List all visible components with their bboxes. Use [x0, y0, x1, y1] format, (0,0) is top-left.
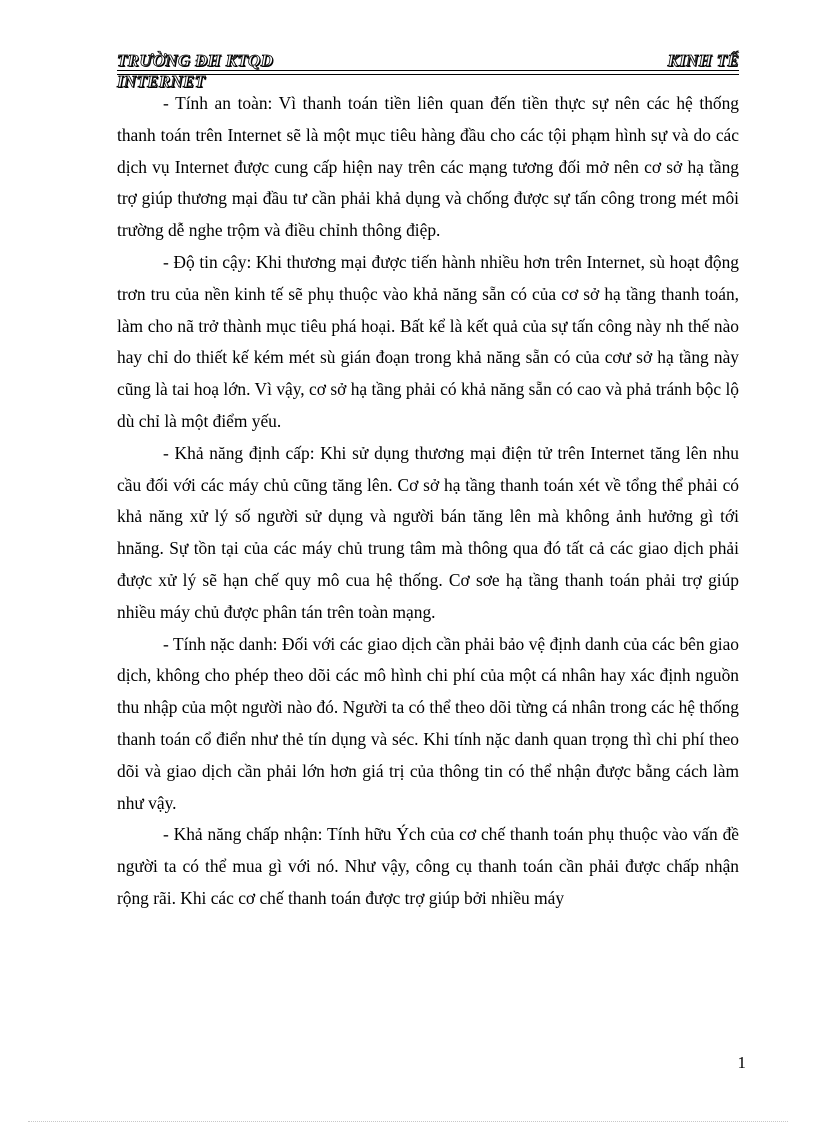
- header-subject: INTERNET: [117, 72, 206, 91]
- page-number: 1: [737, 1053, 746, 1072]
- header-faculty: KINH TẾ: [667, 51, 739, 70]
- header-university: TRƯỜNG ĐH KTQD: [117, 51, 274, 70]
- body-text: [117, 88, 739, 915]
- header-rule: [117, 70, 739, 71]
- paragraph-acceptability: - Khả năng chấp nhận: Tính hữu Ých của cơ chế thanh toán phụ thuộc vào vấn đề người ta có thể mua gì với nó. Như vậy, công cụ thanh toán cần phải được chấp nhận rộng rãi. Khi các cơ chế thanh toán được trợ giúp bởi nhiều máy: [117, 824, 739, 908]
- paragraph-scalability: - Khả năng định cấp: Khi sử dụng thương mại điện tử trên Internet tăng lên nhu cầu đối với các máy chủ cũng tăng lên. Cơ sở hạ tầng thanh toán xét về tổng thể phải có khả năng xử lý số người sử dụng và người bán tăng lên mà không ảnh hưởng gì tới hnăng. Sự tồn tại của các máy chủ trung tâm mà thông qua đó tất cả các giao dịch phải được xử lý sẽ hạn chế quy mô cua hệ thống. Cơ sơe hạ tầng thanh toán phải trợ giúp nhiều máy chủ được phân tán trên toàn mạng.: [117, 442, 739, 622]
- paragraph-security: - Tính an toàn: Vì thanh toán tiền liên quan đến tiền thực sự nên các hệ thống thanh toán trên Internet sẽ là một mục tiêu hàng đầu cho các tội phạm hình sự và do các dịch vụ Internet được cung cấp hiện nay trên các mạng tương đối mở nên cơ sở hạ tầng trợ giúp thương mại đầu tư cần phải khả dụng và chống được sự tấn công trong mét môi trường dễ nghe trộm và điều chỉnh thông điệp.: [117, 93, 739, 241]
- page-bottom-edge: [28, 1121, 788, 1122]
- header-rule-thin: [117, 74, 739, 75]
- paragraph-anonymity: - Tính nặc danh: Đối với các giao dịch cần phải bảo vệ định danh của các bên giao dịch, không cho phép theo dõi các mô hình chi phí của một cá nhân hay xác định nguồn thu nhập của một người nào đó. Người ta có thể theo dõi từng cá nhân trong các hệ thống thanh toán cổ điển như thẻ tín dụng và séc. Khi tính nặc danh quan trọng thì chi phí theo dõi và giao dịch cần phải lớn hơn giá trị của thông tin có thể nhận được bằng cách làm như vậy.: [117, 633, 739, 813]
- paragraph-reliability: - Độ tin cậy: Khi thương mại được tiến hành nhiều hơn trên Internet, sù hoạt động trơn tru của nền kinh tế sẽ phụ thuộc vào khả năng sẵn có của cơ sở hạ tầng thanh toán, làm cho nã trở thành mục tiêu phá hoại. Bất kể là kết quả của sự tấn công này nh thế nào hay chỉ do thiết kế kém mét sù gián đoạn trong khả năng sẵn có của cơư sở hạ tầng này cũng là tai hoạ lớn. Vì vậy, cơ sở hạ tầng phải có khả năng sẵn có cao và phả tránh bộc lộ dù chỉ là một điểm yếu.: [117, 251, 739, 431]
